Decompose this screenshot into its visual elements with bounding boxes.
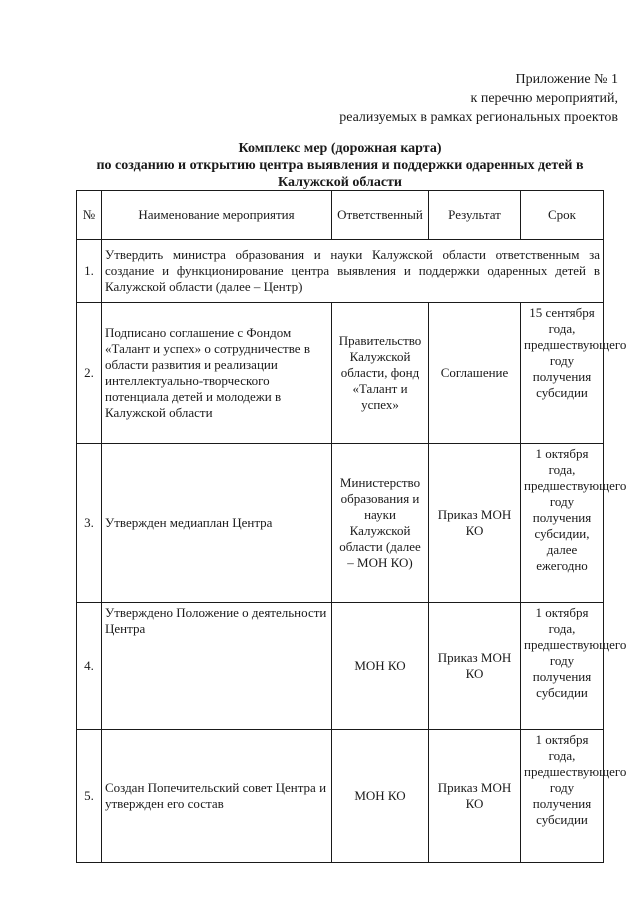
row-name: Утверждено Положение о деятельности Центра	[102, 603, 332, 730]
row-result: Соглашение	[429, 303, 521, 444]
header-num: №	[77, 191, 102, 240]
row-num: 2.	[77, 303, 102, 444]
table-row	[77, 603, 604, 730]
row-num: 5.	[77, 730, 102, 863]
row-responsible: МОН КО	[332, 730, 429, 863]
row-responsible: Министерство образования и науки Калужской области (далее – МОН КО)	[332, 444, 429, 603]
document-title	[60, 140, 620, 191]
row-name: Утвержден медиаплан Центра	[102, 444, 332, 603]
row-responsible: Правительство Калужской области, фонд «Талант и успех»	[332, 303, 429, 444]
row-num: 1.	[77, 240, 102, 303]
header-term: Срок	[521, 191, 604, 240]
row-result: Приказ МОН КО	[429, 444, 521, 603]
row-term: 1 октября года, предшествующего году получения субсидии	[521, 603, 604, 730]
row-name: Утвердить министра образования и науки Калужской области ответственным за создание и функционирование центра выявления и поддержки одаренных детей в Калужской области (далее – Центр)	[102, 240, 604, 303]
row-result: Приказ МОН КО	[429, 603, 521, 730]
header-name: Наименование мероприятия	[102, 191, 332, 240]
row-result: Приказ МОН КО	[429, 730, 521, 863]
table-row	[77, 303, 604, 444]
title-line-3: Калужской области	[278, 175, 402, 190]
row-term: 1 октября года, предшествующего году получения субсидии	[521, 730, 604, 863]
table-row	[77, 444, 604, 603]
row-num: 3.	[77, 444, 102, 603]
appendix-line-1: Приложение № 1	[515, 72, 618, 87]
appendix-header	[339, 70, 618, 127]
table-header-row	[77, 191, 604, 240]
row-name: Подписано соглашение с Фондом «Талант и успех» о сотрудничестве в области развития и реализации интеллектуально-творческого потенциала детей и молодежи в Калужской области	[102, 303, 332, 444]
row-term: 15 сентября года, предшествующего году получения субсидии	[521, 303, 604, 444]
title-line-1: Комплекс мер (дорожная карта)	[238, 141, 442, 156]
row-term: 1 октября года, предшествующего году получения субсидии, далее ежегодно	[521, 444, 604, 603]
row-num: 4.	[77, 603, 102, 730]
table-row	[77, 240, 604, 303]
row-name: Создан Попечительский совет Центра и утвержден его состав	[102, 730, 332, 863]
header-result: Результат	[429, 191, 521, 240]
appendix-line-3: реализуемых в рамках региональных проектов	[339, 110, 618, 125]
table-row	[77, 730, 604, 863]
row-responsible: МОН КО	[332, 603, 429, 730]
roadmap-table	[76, 190, 627, 863]
appendix-line-2: к перечню мероприятий,	[470, 91, 618, 106]
header-responsible: Ответственный	[332, 191, 429, 240]
title-line-2: по созданию и открытию центра выявления и поддержки одаренных детей в	[96, 158, 584, 173]
